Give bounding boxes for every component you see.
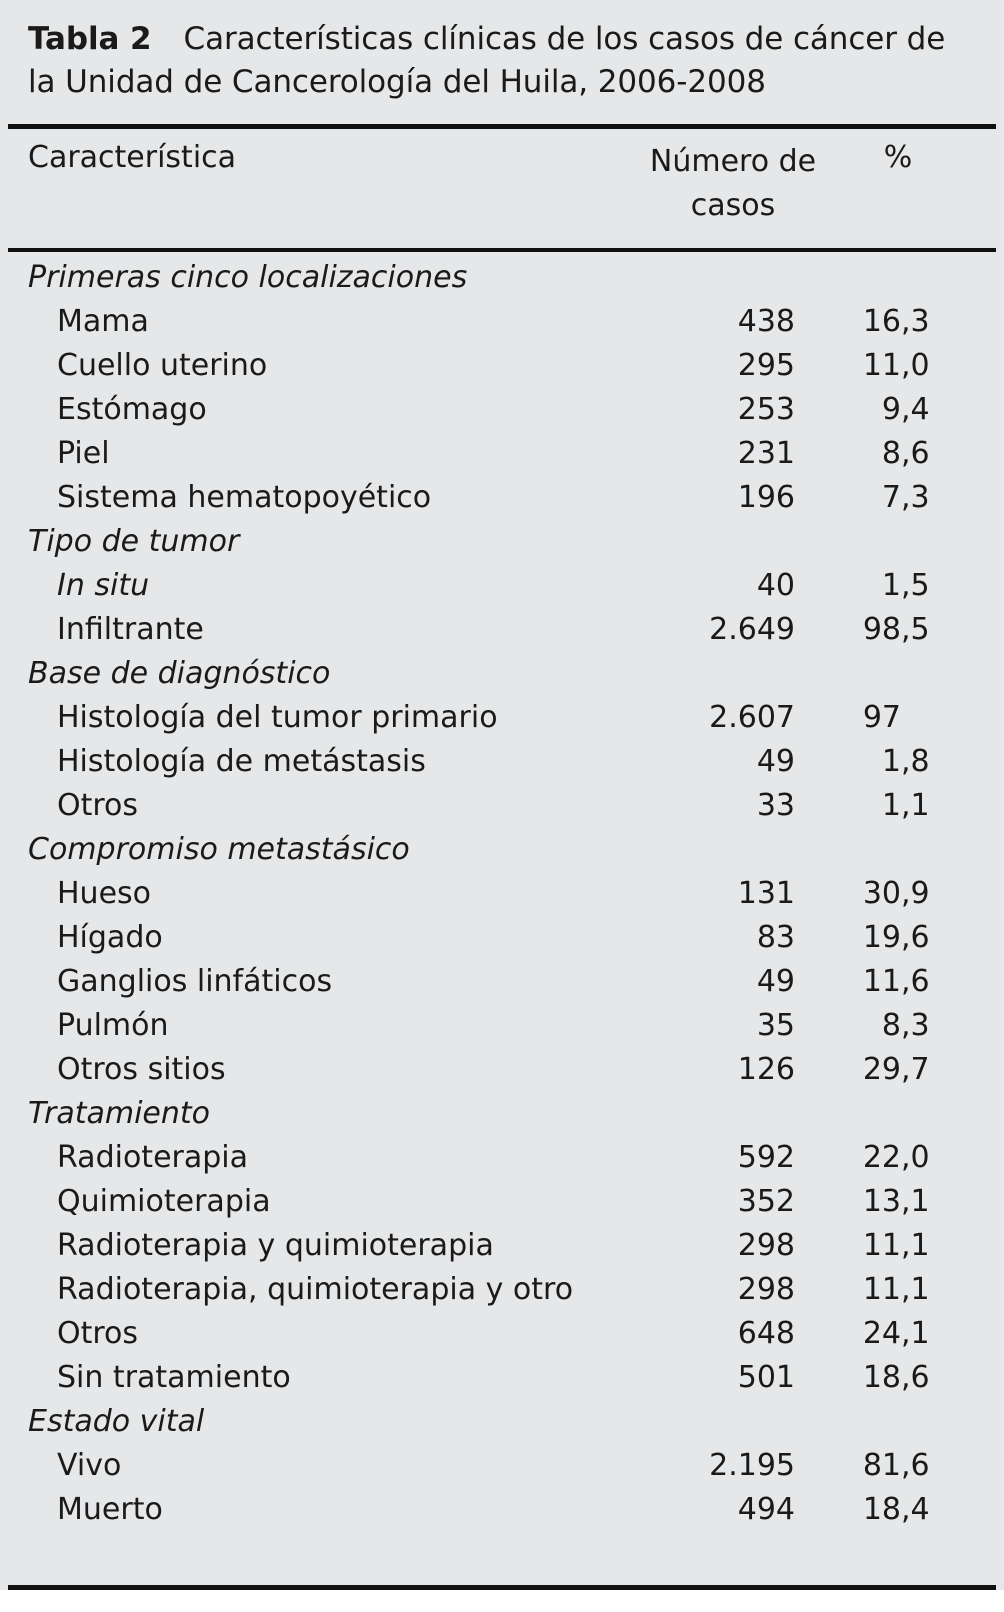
table-group-label: Estado vital [28,1404,205,1439]
percent-fraction-part: ,1 [901,1228,930,1263]
table-column-header [0,140,1004,244]
table-cell-number: 33 [756,788,795,823]
percent-fraction-part: ,7 [901,1052,930,1087]
table-row-label: Histología del tumor primario [57,700,498,735]
percent-integer-part: 22 [862,1140,901,1175]
percent-integer-part: 30 [862,876,901,911]
percent-fraction-part: ,3 [901,1008,930,1043]
table-row [0,1224,1004,1268]
table-header-rule [8,248,996,252]
percent-fraction-part: ,6 [901,1360,930,1395]
table-cell-number: 131 [737,876,795,911]
table-caption [0,0,1004,104]
percent-fraction-part: ,6 [901,920,930,955]
percent-integer-part: 9 [881,392,901,427]
table-cell-number: 231 [737,436,795,471]
table-row [0,916,1004,960]
percent-fraction-part: ,3 [901,480,930,515]
percent-fraction-part: ,1 [901,1272,930,1307]
table-row [0,784,1004,828]
percent-integer-part: 16 [862,304,901,339]
percent-integer-part: 97 [862,700,901,735]
table-cell-number: 49 [756,744,795,779]
table-cell-number: 83 [756,920,795,955]
table-cell-number: 494 [737,1492,795,1527]
table-cell-percent [815,1312,975,1356]
percent-integer-part: 1 [881,788,901,823]
table-cell-number: 2.607 [709,700,795,735]
table-cell-number: 126 [737,1052,795,1087]
percent-fraction-part: ,1 [901,788,930,823]
percent-fraction-part: ,4 [901,1492,930,1527]
table-cell-number: 2.649 [709,612,795,647]
table-cell-number: 35 [756,1008,795,1043]
table-row-label: Ganglios linfáticos [57,964,333,999]
table-row [0,608,1004,652]
table-row [0,1180,1004,1224]
table-top-rule [8,124,996,129]
table-row-label: Hueso [57,876,152,911]
table-row-label: Mama [57,304,149,339]
percent-integer-part: 11 [862,348,901,383]
table-cell-number: 253 [737,392,795,427]
percent-fraction-part: ,6 [901,1448,930,1483]
table-body [0,256,1004,1532]
table-row [0,696,1004,740]
table-cell-percent [815,608,975,652]
percent-integer-part: 1 [881,568,901,603]
table-row [0,344,1004,388]
percent-fraction-part: ,4 [901,392,930,427]
percent-integer-part: 29 [862,1052,901,1087]
table-group-label: Base de diagnóstico [28,656,331,691]
table-cell-percent [815,1268,975,1312]
table-row-label: Vivo [57,1448,122,1483]
percent-integer-part: 7 [881,480,901,515]
table-cell-percent [815,476,975,520]
table-row-label: Cuello uterino [57,348,268,383]
percent-fraction-part: ,0 [901,348,930,383]
table-row-label: Quimioterapia [57,1184,271,1219]
table-group-row [0,828,1004,872]
table-row-label: Radioterapia, quimioterapia y otro [57,1272,574,1307]
percent-fraction-part: ,0 [901,1140,930,1175]
percent-fraction-part: ,1 [901,1316,930,1351]
percent-fraction-part: ,6 [901,436,930,471]
table-cell-number: 40 [756,568,795,603]
table-caption-label: Tabla 2 [28,21,152,57]
table-cell-number: 352 [737,1184,795,1219]
table-row [0,960,1004,1004]
percent-integer-part: 98 [862,612,901,647]
percent-integer-part: 18 [862,1492,901,1527]
table-cell-percent [815,872,975,916]
column-header-percent: % [883,140,913,175]
table-row [0,1488,1004,1532]
table-row [0,1268,1004,1312]
table-group-label: Tipo de tumor [28,524,240,559]
percent-integer-part: 11 [862,964,901,999]
table-cell-percent [815,1048,975,1092]
table-row [0,1356,1004,1400]
percent-integer-part: 13 [862,1184,901,1219]
table-row [0,1444,1004,1488]
table-group-row [0,1092,1004,1136]
table-row [0,740,1004,784]
percent-integer-part: 18 [862,1360,901,1395]
table-row-label: Infiltrante [57,612,204,647]
table-group-label: Compromiso metastásico [28,832,410,867]
table-cell-number: 648 [737,1316,795,1351]
percent-fraction-part: ,9 [901,876,930,911]
percent-integer-part: 11 [862,1272,901,1307]
table-row [0,300,1004,344]
percent-fraction-part: ,3 [901,304,930,339]
table-row-label: Estómago [57,392,207,427]
table-row-label: Pulmón [57,1008,169,1043]
table-bottom-rule [8,1585,996,1590]
table-caption-text: Características clínicas de los casos de cáncer de la Unidad de Cancerología del Huila, 2006-2008 [28,21,946,100]
table-cell-number: 298 [737,1272,795,1307]
percent-integer-part: 81 [862,1448,901,1483]
table-cell-percent [815,1356,975,1400]
table-row [0,432,1004,476]
percent-integer-part: 1 [881,744,901,779]
percent-fraction-part: ,6 [901,964,930,999]
table-row-label: Histología de metástasis [57,744,426,779]
table-cell-number: 2.195 [709,1448,795,1483]
table-cell-number: 501 [737,1360,795,1395]
table-row [0,872,1004,916]
table-cell-percent [815,564,975,608]
table-cell-percent [815,344,975,388]
table-cell-percent [815,740,975,784]
percent-fraction-part: ,5 [901,612,930,647]
table-cell-number: 298 [737,1228,795,1263]
table-group-row [0,520,1004,564]
table-row [0,1136,1004,1180]
table-row-label: Muerto [57,1492,163,1527]
table-row-label: Piel [57,436,110,471]
table-row [0,388,1004,432]
table-row [0,1004,1004,1048]
table-row [0,1312,1004,1356]
percent-integer-part: 11 [862,1228,901,1263]
table-cell-percent [815,916,975,960]
percent-integer-part: 8 [881,1008,901,1043]
percent-integer-part: 19 [862,920,901,955]
percent-fraction-part: ,8 [901,744,930,779]
table-cell-percent [815,1488,975,1532]
table-cell-percent [815,960,975,1004]
table-row-label: Radioterapia y quimioterapia [57,1228,494,1263]
table-row [0,1048,1004,1092]
table-row-label: Sistema hematopoyético [57,480,432,515]
table-group-label: Tratamiento [28,1096,211,1131]
table-row-label: Otros sitios [57,1052,226,1087]
table-row-label: In situ [57,568,150,603]
table-cell-number: 49 [756,964,795,999]
table-group-row [0,652,1004,696]
table-cell-number: 196 [737,480,795,515]
table-cell-number: 295 [737,348,795,383]
column-header-feature: Característica [28,140,237,175]
table-group-row [0,1400,1004,1444]
table-cell-percent [815,1444,975,1488]
table-cell-number: 438 [737,304,795,339]
table-cell-percent [815,300,975,344]
table-cell-percent [815,1004,975,1048]
table-cell-number: 592 [737,1140,795,1175]
table-row-label: Otros [57,1316,139,1351]
percent-fraction-part: ,1 [901,1184,930,1219]
table-cell-percent [815,432,975,476]
table-group-label: Primeras cinco localizaciones [28,260,468,295]
percent-integer-part: 24 [862,1316,901,1351]
table-row-label: Hígado [57,920,163,955]
table-cell-percent [815,1180,975,1224]
table-row [0,476,1004,520]
table-row [0,564,1004,608]
table-row-label: Sin tratamiento [57,1360,291,1395]
percent-fraction-part: ,5 [901,568,930,603]
table-row-label: Otros [57,788,139,823]
table-cell-percent [815,696,975,740]
percent-integer-part: 8 [881,436,901,471]
table-group-row [0,256,1004,300]
table-cell-percent [815,1136,975,1180]
table-cell-percent [815,784,975,828]
table-row-label: Radioterapia [57,1140,249,1175]
column-header-number: Número de casos [649,144,817,223]
table-cell-percent [815,1224,975,1268]
table-cell-percent [815,388,975,432]
